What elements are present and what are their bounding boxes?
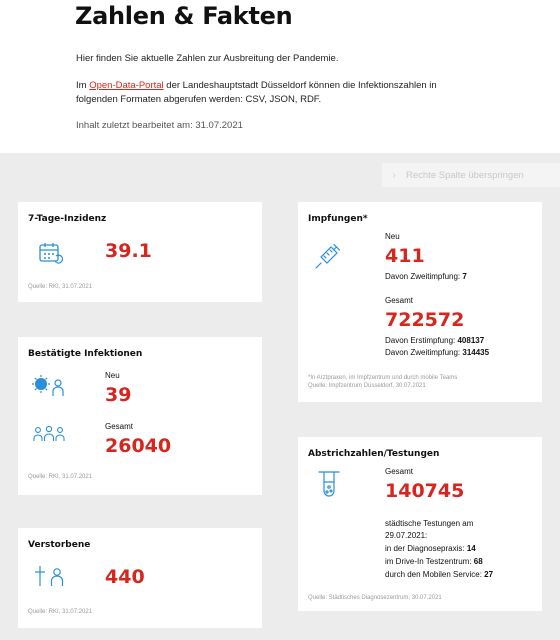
testungen-line1: städtische Testungen am	[385, 519, 474, 528]
infektionen-source: Quelle: RKI, 31.07.2021	[28, 474, 93, 480]
cross-person-icon	[32, 564, 66, 588]
inzidenz-source: Quelle: RKI, 31.07.2021	[28, 284, 93, 290]
infektionen-total-value: 26040	[105, 435, 172, 457]
card-testungen	[298, 437, 542, 611]
infektionen-new-value: 39	[105, 384, 132, 406]
impfungen-new-second-value: 7	[462, 272, 467, 281]
testungen-line5-label: durch den Mobilen Service:	[385, 570, 485, 579]
infektionen-new-label: Neu	[105, 371, 120, 380]
page-title: Zahlen & Fakten	[75, 2, 293, 30]
testungen-line2: 29.07.2021:	[385, 531, 428, 540]
inzidenz-value: 39.1	[105, 240, 152, 262]
intro-text: Hier finden Sie aktuelle Zahlen zur Ausbreitung der Pandemie.	[76, 53, 339, 64]
impfungen-total-label: Gesamt	[385, 296, 414, 305]
testungen-line4-value: 68	[473, 557, 483, 566]
testungen-line4	[385, 556, 483, 567]
card-impfungen	[298, 202, 542, 402]
impfungen-new-second	[385, 272, 467, 281]
verstorbene-source: Quelle: RKI, 31.07.2021	[28, 609, 93, 615]
impfungen-first-value: 408137	[457, 336, 485, 345]
card-verstorbene	[18, 528, 262, 628]
testungen-source: Quelle: Städtisches Diagnosezentrum, 30.07.2021	[308, 595, 442, 601]
portal-prefix: Im	[76, 80, 90, 91]
verstorbene-value: 440	[105, 566, 145, 588]
impfungen-total-value: 722572	[385, 309, 465, 331]
skip-column-button[interactable]	[382, 163, 560, 187]
portal-paragraph	[76, 79, 437, 107]
calendar-icon	[38, 241, 64, 265]
impfungen-title: Impfungen*	[308, 214, 368, 224]
open-data-portal-link[interactable]: Open-Data-Portal	[89, 80, 164, 91]
impfungen-second-label: Davon Zweitimpfung:	[385, 348, 463, 357]
portal-suffix: der Landeshauptstadt Düsseldorf können die Infektionszahlen in	[163, 80, 437, 91]
skip-column-label: Rechte Spalte überspringen	[406, 169, 524, 181]
verstorbene-title: Verstorbene	[28, 540, 91, 550]
impfungen-new-label: Neu	[385, 232, 400, 241]
testungen-total-value: 140745	[385, 480, 465, 502]
impfungen-new-second-label: Davon Zweitimpfung:	[385, 272, 463, 281]
impfungen-first-label: Davon Erstimpfung:	[385, 336, 458, 345]
testungen-line3-value: 14	[466, 544, 476, 553]
card-inzidenz	[18, 202, 262, 302]
impfungen-second-value: 314435	[462, 348, 490, 357]
testungen-line5-value: 27	[484, 570, 494, 579]
infektionen-total-label: Gesamt	[105, 422, 134, 431]
chevron-right-icon: ›	[392, 169, 396, 181]
test-tube-icon	[316, 469, 342, 501]
impfungen-footnote: *In Arztpraxen, im Impfzentrum und durch mobile Teams	[308, 375, 458, 381]
testungen-title: Abstrichzahlen/Testungen	[308, 449, 440, 459]
group-icon	[32, 425, 66, 445]
inzidenz-title: 7-Tage-Inzidenz	[28, 214, 107, 224]
testungen-line4-label: im Drive-In Testzentrum:	[385, 557, 474, 566]
portal-suffix-2: folgenden Formaten abgerufen werden: CSV, JSON, RDF.	[76, 94, 322, 105]
testungen-line5	[385, 569, 493, 580]
impfungen-new-value: 411	[385, 245, 425, 267]
impfungen-source: Quelle: Impfzentrum Düsseldorf, 30.07.2021	[308, 383, 426, 389]
testungen-line3	[385, 543, 476, 554]
syringe-icon	[314, 244, 340, 270]
virus-person-icon	[32, 374, 66, 398]
testungen-total-label: Gesamt	[385, 467, 414, 476]
testungen-line3-label: in der Diagnosepraxis:	[385, 544, 467, 553]
impfungen-first	[385, 336, 484, 345]
header-section	[0, 0, 560, 153]
last-updated: Inhalt zuletzt bearbeitet am: 31.07.2021	[76, 120, 243, 131]
card-infektionen	[18, 337, 262, 495]
impfungen-second	[385, 348, 489, 357]
infektionen-title: Bestätigte Infektionen	[28, 349, 143, 359]
